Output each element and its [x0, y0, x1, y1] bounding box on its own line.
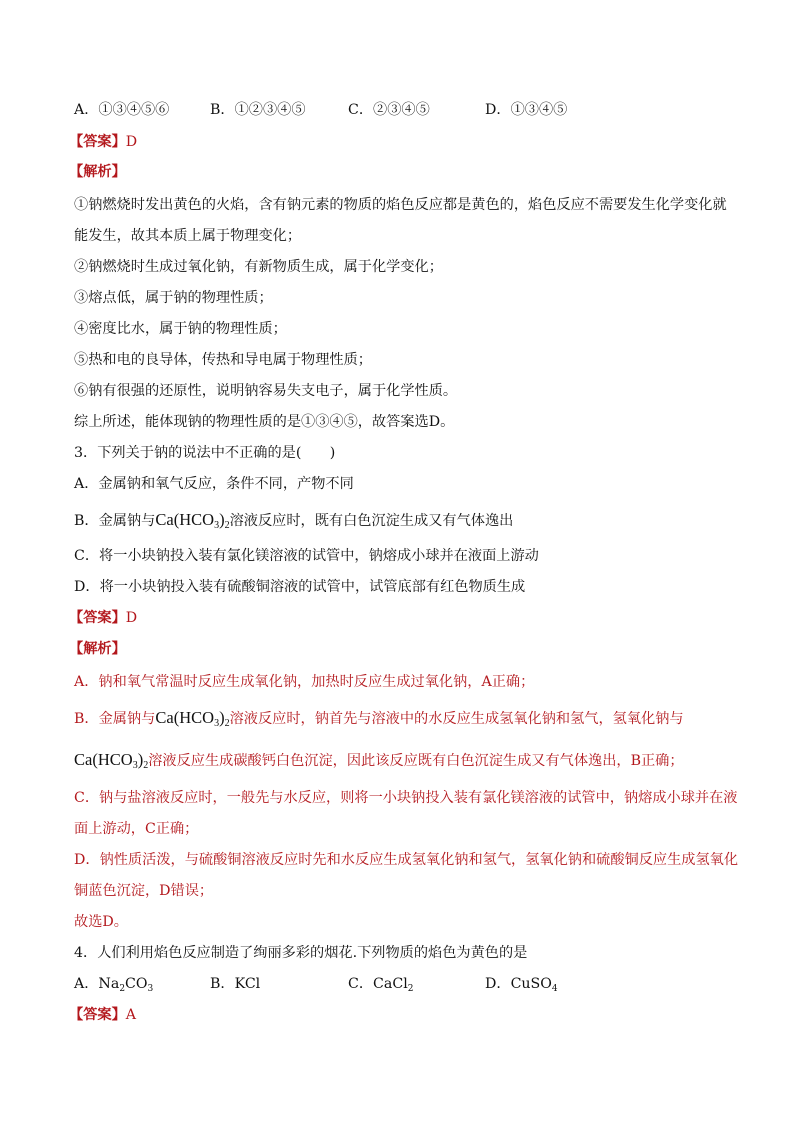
q3-option-c: C．将一小块钠投入装有氯化镁溶液的试管中，钠熔成小球并在液面上游动 [74, 548, 539, 564]
answer-value: D [125, 134, 138, 150]
q3-option-b-text: 溶液反应时，既有白色沉淀生成又有气体逸出 [229, 513, 514, 529]
q4-answer [69, 1005, 137, 1025]
answer-value: D [125, 610, 138, 626]
q4-option-a: A．$Na_2CO_3$ [74, 976, 154, 994]
q2-analysis-line-7: ⑥钠有很强的还原性，说明钠容易失支电子，属于化学性质。 [74, 383, 458, 399]
q2-analysis-line-2: 能发生，故其本质上属于物理变化； [74, 228, 302, 244]
q3-conclusion: 故选D。 [74, 914, 128, 930]
q2-answer [69, 132, 138, 152]
q3-explain-b-line-2: $Ca(HCO_3)_2$溶液反应生成碳酸钙白色沉淀，因此该反应既有白色沉淀生成又有气体逸出，B正确； [74, 750, 684, 771]
answer-tag: 【答案】 [69, 134, 126, 150]
q3-analysis-heading [69, 639, 126, 659]
q2-option-b: B．①②③④⑤ [210, 102, 306, 118]
q4-stem: 4．人们利用焰色反应制造了绚丽多彩的烟花.下列物质的焰色为黄色的是 [74, 945, 528, 961]
q3-explain-a: A．钠和氧气常温时反应生成氧化钠，加热时反应生成过氧化钠，A正确； [74, 674, 535, 690]
q3-explain-d-line-1: D．钠性质活泼，与硫酸铜溶液反应时先和水反应生成氢氧化钠和氢气，氢氧化钠和硫酸铜反应生成氢氧化 [74, 852, 739, 868]
q2-analysis-line-6: ⑤热和电的良导体，传热和导电属于物理性质； [74, 352, 372, 368]
answer-tag: 【答案】 [69, 1007, 126, 1023]
q2-option-c: C．②③④⑤ [348, 102, 430, 118]
formula-ca-hco3-2: $Ca(HCO_3)_2$ [155, 708, 230, 729]
q2-option-d: D．①③④⑤ [485, 102, 568, 118]
q2-analysis-heading [69, 162, 126, 182]
formula-ca-hco3-2: $Ca(HCO_3)_2$ [155, 510, 230, 531]
q2-analysis-line-8: 综上所述，能体现钠的物理性质的是①③④⑤，故答案选D。 [74, 414, 455, 430]
q4-option-b: B．KCl [210, 976, 261, 992]
answer-value: A [125, 1007, 137, 1023]
q3-answer [69, 608, 138, 628]
answer-tag: 【答案】 [69, 610, 126, 626]
q3-explain-b-line-1: B．金属钠与$Ca(HCO_3)_2$溶液反应时，钠首先与溶液中的水反应生成氢氧化钠和氢气，氢氧化钠与 [74, 708, 684, 729]
q2-analysis-line-4: ③熔点低，属于钠的物理性质； [74, 290, 273, 306]
q3-option-b [74, 510, 513, 536]
analysis-tag: 【解析】 [69, 164, 126, 180]
q4-option-c: C．CaCl$_2$ [348, 976, 414, 994]
analysis-tag: 【解析】 [69, 641, 126, 657]
q2-analysis-line-1: ①钠燃烧时发出黄色的火焰，含有钠元素的物质的焰色反应都是黄色的，焰色反应不需要发生化学变化就 [74, 197, 727, 213]
q3-option-b-prefix: B．金属钠与 [74, 513, 156, 529]
q2-analysis-line-5: ④密度比水，属于钠的物理性质； [74, 321, 287, 337]
q3-explain-c-line-2: 面上游动，C正确； [74, 821, 199, 837]
q2-option-a: A．①③④⑤⑥ [74, 102, 170, 118]
q3-stem: 3．下列关于钠的说法中不正确的是( ) [74, 445, 336, 461]
q3-explain-c-line-1: C．钠与盐溶液反应时，一般先与水反应，则将一小块钠投入装有氯化镁溶液的试管中，钠熔成小球并在液 [74, 790, 738, 806]
q2-analysis-line-3: ②钠燃烧时生成过氧化钠，有新物质生成，属于化学变化； [74, 259, 443, 275]
formula-ca-hco3-2: $Ca(HCO_3)_2$ [74, 750, 149, 771]
q3-explain-d-line-2: 铜蓝色沉淀，D错误； [74, 883, 214, 899]
q4-option-d: D．CuSO$_4$ [485, 976, 558, 994]
q3-option-d: D．将一小块钠投入装有硫酸铜溶液的试管中，试管底部有红色物质生成 [74, 579, 526, 595]
q3-option-a: A．金属钠和氧气反应，条件不同，产物不同 [74, 476, 354, 492]
